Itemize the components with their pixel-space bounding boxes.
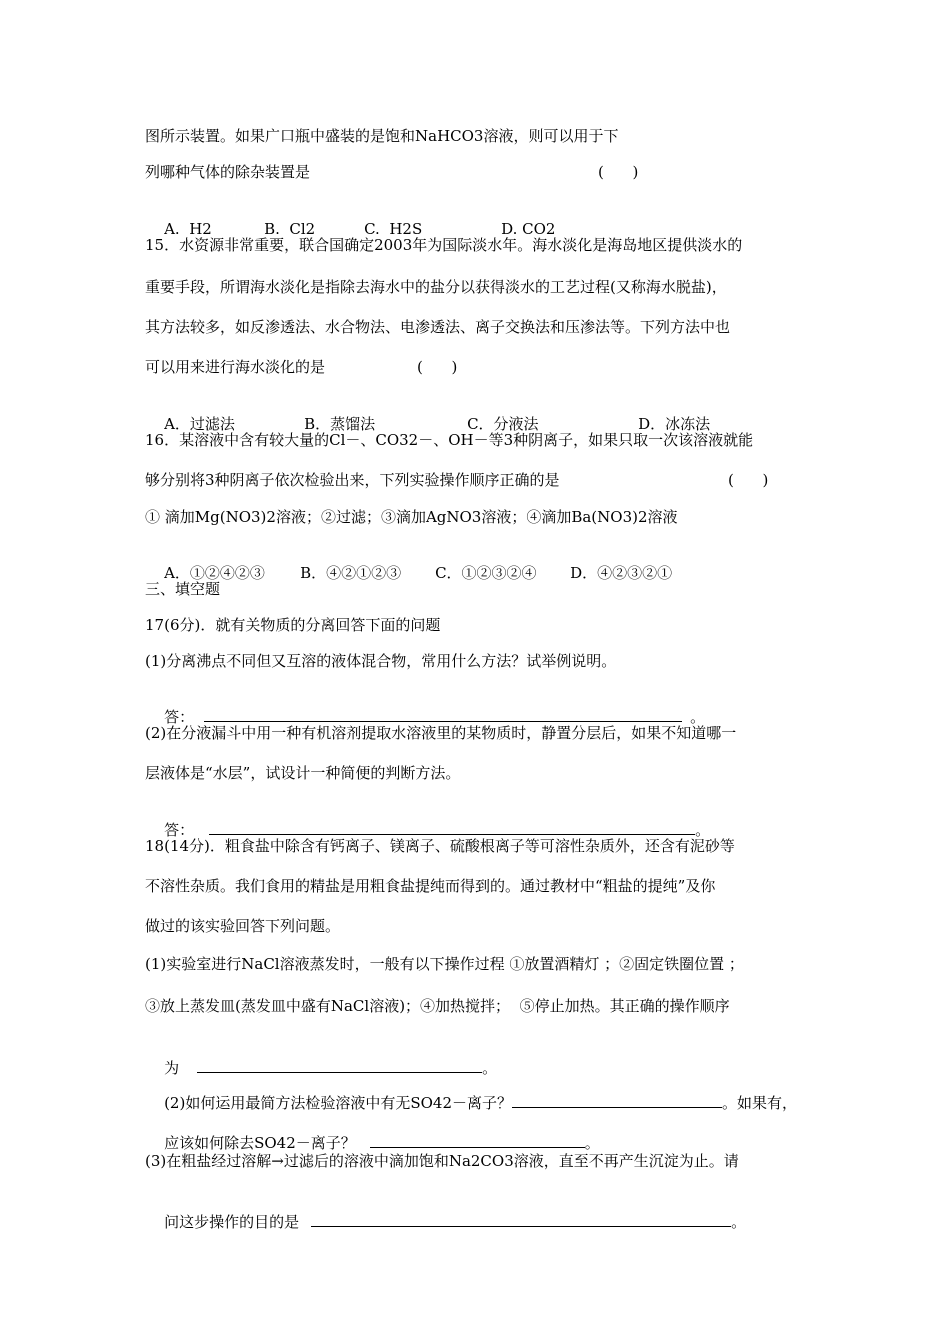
- q15-option-b: B．蒸馏法: [304, 415, 376, 433]
- q14-line-1: 图所示装置。如果广口瓶中盛装的是饱和NaHCO3溶液，则可以用于下: [145, 127, 619, 145]
- q16-option-a: A．①②④②③: [164, 564, 265, 582]
- q16-line-3: ① 滴加Mg(NO3)2溶液；②过滤；③滴加AgNO3溶液；④滴加Ba(NO3)2溶液: [145, 508, 678, 526]
- q17-part1: (1)分离沸点不同但又互溶的液体混合物，常用什么方法？试举例说明。: [145, 652, 617, 670]
- answer-end: 。: [731, 1213, 747, 1231]
- q17-part2-line-2: 层液体是“水层”，试设计一种简便的判断方法。: [145, 764, 461, 782]
- q14-option-b: B. Cl2: [264, 220, 316, 238]
- q14-answer-paren: ( ): [598, 163, 639, 181]
- q18-line-1: 18(14分)．粗食盐中除含有钙离子、镁离子、硫酸根离子等可溶性杂质外，还含有泥砂等: [145, 837, 735, 855]
- answer-end: 。: [584, 1134, 600, 1152]
- answer-blank[interactable]: [197, 1058, 482, 1073]
- answer-end: 。: [690, 708, 706, 726]
- q15-option-c: C．分液法: [467, 415, 539, 433]
- q16-line-2: 够分别将3种阴离子依次检验出来，下列实验操作顺序正确的是: [145, 471, 560, 489]
- q15-option-a: A．过滤法: [164, 415, 235, 433]
- q15-line-4: 可以用来进行海水淡化的是: [145, 358, 326, 376]
- q18-line-2: 不溶性杂质。我们食用的精盐是用粗食盐提纯而得到的。通过教材中“粗盐的提纯”及你: [145, 877, 716, 895]
- q17-part2-line-1: (2)在分液漏斗中用一种有机溶剂提取水溶液里的某物质时，静置分层后，如果不知道哪一: [145, 724, 737, 742]
- q16-options: [145, 543, 672, 603]
- answer-blank[interactable]: [311, 1212, 731, 1227]
- q18-part2-question: (2)如何运用最简方法检验溶液中有无SO42－离子？: [164, 1094, 512, 1112]
- q18-part3-line-1: (3)在粗盐经过溶解→过滤后的溶液中滴加饱和Na2CO3溶液，直至不再产生沉淀为止。请: [145, 1152, 739, 1170]
- q17-title: 17(6分)．就有关物质的分离回答下面的问题: [145, 616, 441, 634]
- q18-part3-line-2: [145, 1192, 746, 1252]
- q18-part3-question: 问这步操作的目的是: [164, 1213, 300, 1231]
- answer-label: 答：: [164, 708, 195, 726]
- q14-option-a: A. H2: [164, 220, 212, 238]
- q14-line-2: 列哪种气体的除杂装置是: [145, 163, 311, 181]
- q16-line-1: 16．某溶液中含有较大量的Cl－、CO32－、OH－等3种阴离子，如果只取一次该溶液就能: [145, 431, 754, 449]
- answer-label: 答：: [164, 821, 195, 839]
- answer-end: 。: [482, 1059, 498, 1077]
- q14-option-c: C. H2S: [364, 220, 423, 238]
- answer-label: 为: [164, 1059, 180, 1077]
- q18-line-3: 做过的该实验回答下列问题。: [145, 917, 341, 935]
- q15-line-1: 15．水资源非常重要，联合国确定2003年为国际淡水年。海水淡化是海岛地区提供淡水的: [145, 236, 743, 254]
- answer-blank[interactable]: [209, 820, 695, 835]
- q16-option-b: B．④②①②③: [300, 564, 402, 582]
- q15-option-d: D．冰冻法: [638, 415, 711, 433]
- q18-part2-question-2: 应该如何除去SO42－离子？: [164, 1134, 356, 1152]
- q14-option-d: D. CO2: [501, 220, 556, 238]
- answer-blank[interactable]: [204, 707, 682, 722]
- q15-answer-paren: ( ): [417, 358, 458, 376]
- q16-answer-paren: ( ): [728, 471, 769, 489]
- q16-option-c: C．①②③②④: [435, 564, 537, 582]
- q15-line-2: 重要手段，所谓海水淡化是指除去海水中的盐分以获得淡水的工艺过程(又称海水脱盐)，: [145, 278, 727, 296]
- q16-option-d: D．④②③②①: [570, 564, 673, 582]
- q15-line-3: 其方法较多，如反渗透法、水合物法、电渗透法、离子交换法和压渗法等。下列方法中也: [145, 318, 731, 336]
- answer-blank[interactable]: [512, 1093, 722, 1108]
- q18-part1-line-1: (1)实验室进行NaCl溶液蒸发时，一般有以下操作过程 ①放置酒精灯 ；②固定铁圈位置 ；: [145, 955, 744, 973]
- section-heading: 三、填空题: [145, 580, 221, 598]
- q18-part2-followup: 。如果有，: [722, 1094, 798, 1112]
- q18-part1-line-2: ③放上蒸发皿(蒸发皿中盛有NaCl溶液)；④加热搅拌； ⑤停止加热。其正确的操作顺序: [145, 997, 730, 1015]
- answer-blank[interactable]: [370, 1133, 585, 1148]
- answer-end: 。: [695, 821, 711, 839]
